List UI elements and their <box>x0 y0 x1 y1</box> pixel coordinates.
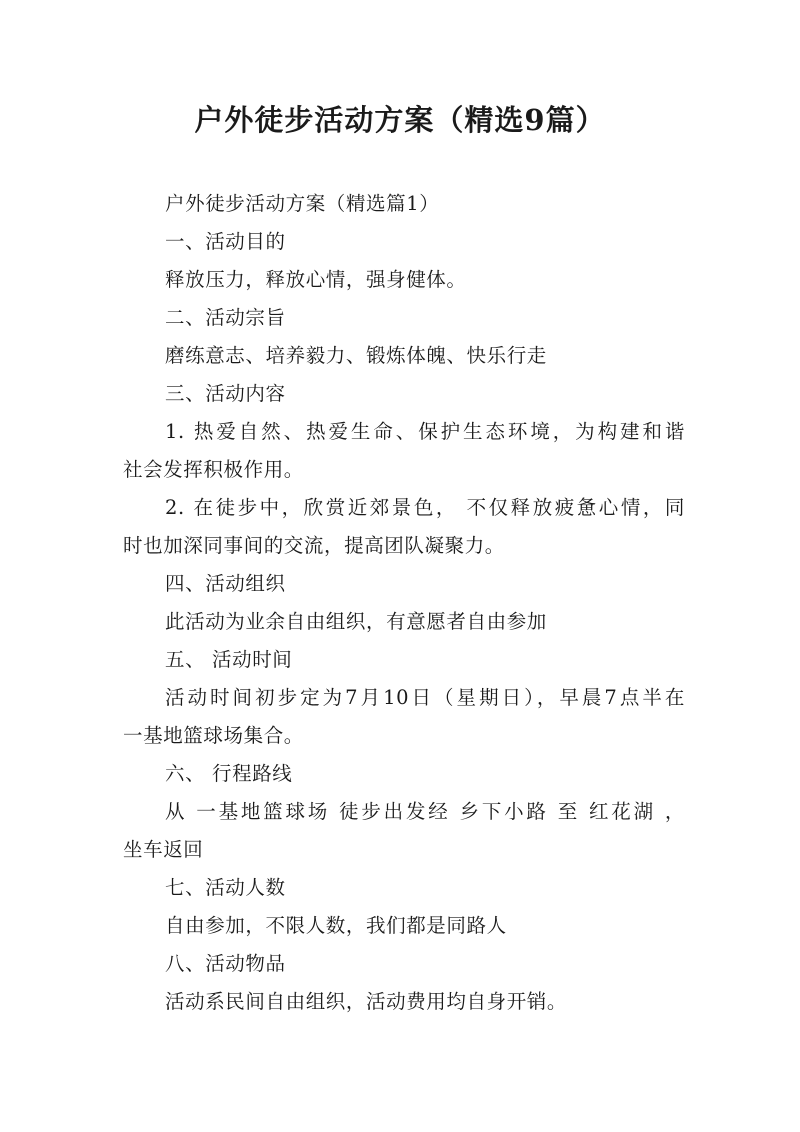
paragraph-line: 2. 在徒步中，欣赏近郊景色， 不仅释放疲惫心情，同 <box>165 496 685 519</box>
paragraph-line: 一基地篮球场集合。 <box>123 724 304 747</box>
heading-route: 六、 行程路线 <box>165 762 293 785</box>
paragraph-line: 自由参加，不限人数，我们都是同路人 <box>165 914 507 937</box>
paragraph-line: 活动时间初步定为7月10日（星期日），早晨7点半在 <box>165 686 685 709</box>
paragraph-line: 社会发挥积极作用。 <box>123 458 304 481</box>
paragraph-line: 释放压力，释放心情，强身健体。 <box>165 268 467 291</box>
paragraph-line: 此活动为业余自由组织，有意愿者自由参加 <box>165 610 547 633</box>
heading-organization: 四、活动组织 <box>165 572 286 595</box>
paragraph-line: 坐车返回 <box>123 838 204 861</box>
paragraph-line: 活动系民间自由组织，活动费用均自身开销。 <box>165 990 568 1013</box>
paragraph-line: 从 一基地篮球场 徒步出发经 乡下小路 至 红花湖 ， <box>165 800 685 823</box>
document-title: 户外徒步活动方案（精选9篇） <box>194 103 606 137</box>
heading-items: 八、活动物品 <box>165 952 286 975</box>
paragraph-line: 1. 热爱自然、热爱生命、保护生态环境，为构建和谐 <box>165 420 685 443</box>
heading-content: 三、活动内容 <box>165 382 286 405</box>
paragraph-line: 时也加深同事间的交流，提高团队凝聚力。 <box>123 534 505 557</box>
section-subtitle: 户外徒步活动方案（精选篇1） <box>165 192 440 215</box>
heading-principle: 二、活动宗旨 <box>165 306 286 329</box>
heading-purpose: 一、活动目的 <box>165 230 286 253</box>
heading-time: 五、 活动时间 <box>165 648 293 671</box>
heading-participants: 七、活动人数 <box>165 876 286 899</box>
paragraph-line: 磨练意志、培养毅力、锻炼体魄、快乐行走 <box>165 344 547 367</box>
